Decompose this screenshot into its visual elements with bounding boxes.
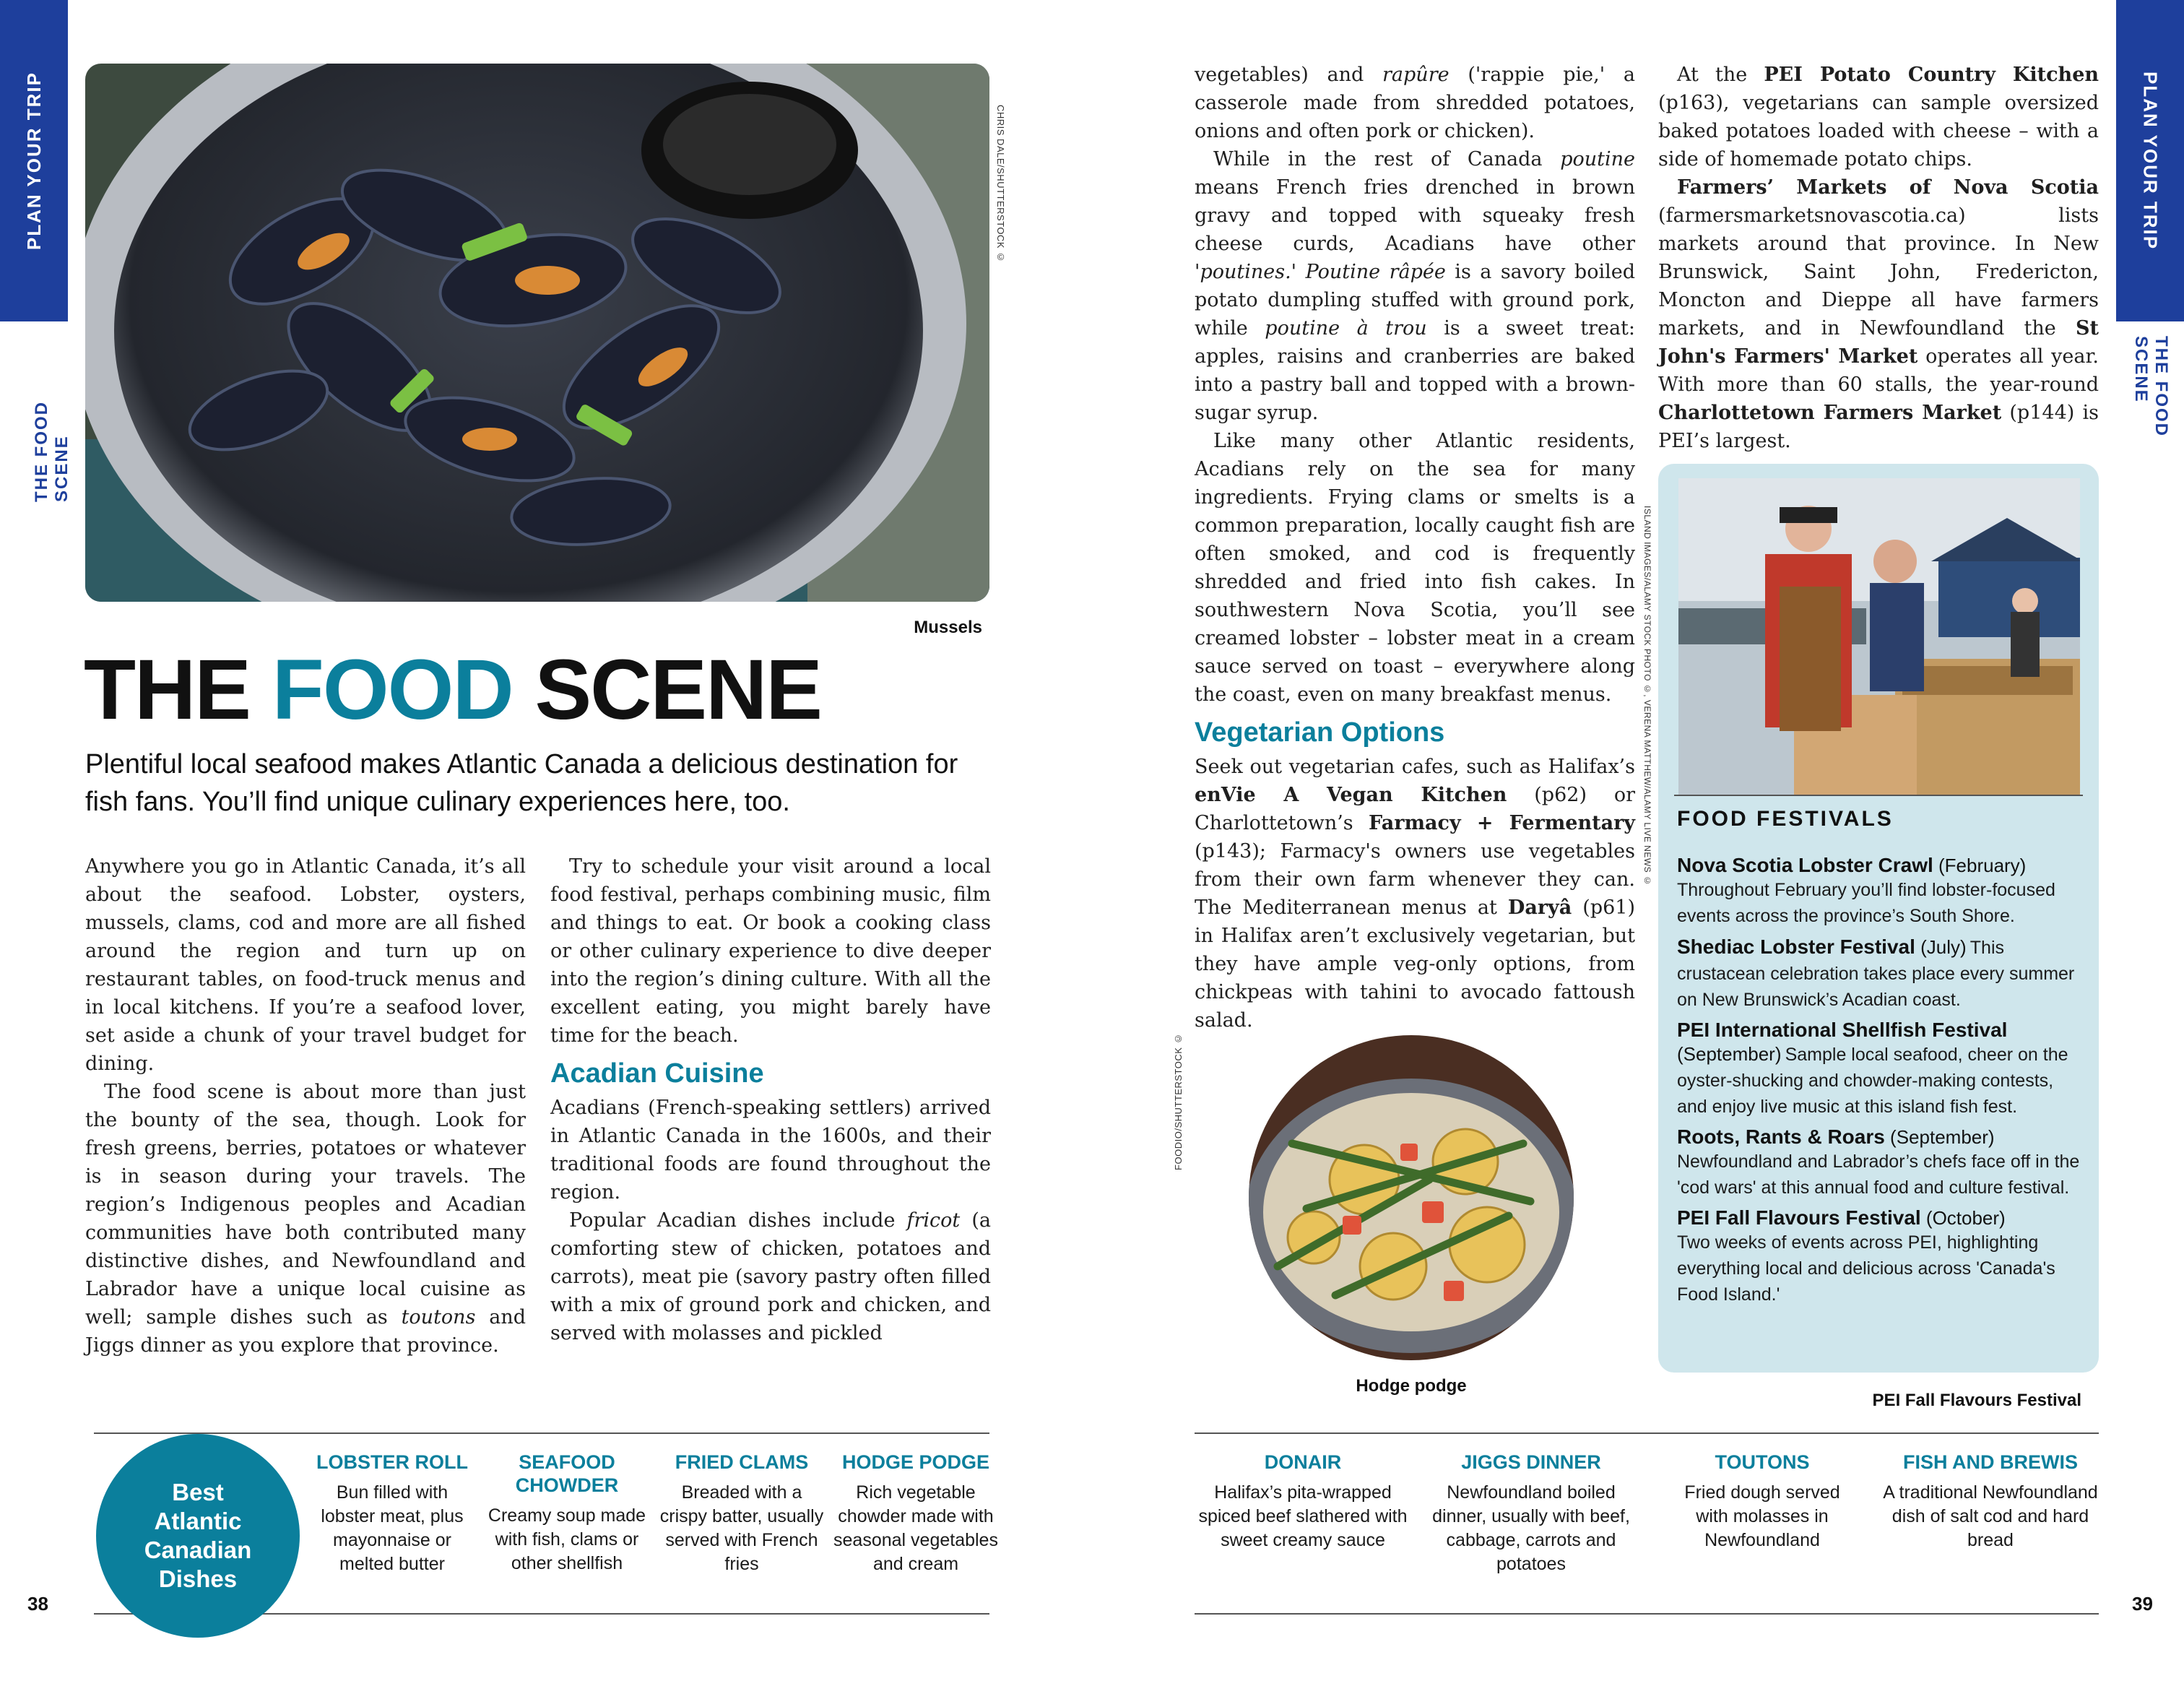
section-tab-label-left: THE FOOD SCENE: [32, 401, 72, 502]
festival-list: [1677, 854, 2081, 1308]
dish-name: TOUTONS: [1715, 1451, 1810, 1473]
dish-item: [829, 1451, 1002, 1576]
festival-box-divider: [1674, 795, 2083, 796]
plan-your-trip-tab: [0, 0, 68, 321]
plan-your-trip-label: PLAN YOUR TRIP: [22, 71, 45, 251]
col1-paragraph-2: The food scene is about more than just the bounty of the sea, though. Look for fresh greens, berries, potatoes or whatever is in season during your travels. The region’s Indigenous peoples and Acadian communities have both contributed many distinctive dishes, and Newfoundland and Labrador have a unique local cuisine as well; sample dishes such as toutons and Jiggs dinner as you explore that province.: [85, 1081, 526, 1357]
mussels-photo-credit: CHRIS DALE/SHUTTERSTOCK ©: [995, 105, 1006, 263]
dish-desc: Bun filled with lobster meat, plus mayonnaise or melted butter: [321, 1482, 464, 1574]
festival-item: [1677, 1206, 2081, 1308]
dish-name: JIGGS DINNER: [1461, 1451, 1601, 1473]
festival-desc: This crustacean celebration takes place every summer on New Brunswick’s Acadian coast.: [1677, 938, 2075, 1010]
col3-paragraph-1: vegetables) and rapûre ('rappie pie,' a casserole made from shredded potatoes, onions and often pork or chicken).: [1195, 64, 1635, 142]
page-number-right: 39: [2132, 1593, 2153, 1615]
dish-desc: Halifax’s pita-wrapped spiced beef slathered with sweet creamy sauce: [1198, 1482, 1408, 1550]
dish-item: [484, 1451, 650, 1576]
best-dishes-badge-label: Best Atlantic Canadian Dishes: [144, 1479, 252, 1592]
dish-name: DONAIR: [1264, 1451, 1342, 1473]
dish-item: [659, 1451, 825, 1576]
festival-month: (February): [1933, 855, 2027, 876]
festival-desc: Newfoundland and Labrador’s chefs face off in the 'cod wars' at this annual food and culture festival.: [1677, 1151, 2080, 1198]
festival-month: (September): [1884, 1126, 1995, 1148]
festival-photo: [1678, 478, 2080, 795]
best-dishes-rule-top-right: [1195, 1432, 2099, 1434]
food-festivals-box: [1658, 464, 2099, 1373]
festival-month: (July): [1915, 936, 1967, 958]
festival-photo-credit: ISLAND IMAGES/ALAMY STOCK PHOTO ©, VERENA MATTHEW/ALAMY LIVE NEWS ©: [1642, 506, 1652, 886]
festival-desc: Sample local seafood, cheer on the oyster-shucking and chowder-making contests, and enjoy live music at this island fish fest.: [1677, 1045, 2068, 1117]
dish-item: [1654, 1451, 1871, 1552]
col2-paragraph-3: Popular Acadian dishes include fricot (a comforting stew of chicken, potatoes and carrots), meat pie (savory pastry often filled with a mix of ground pork and chicken, and served with molasses and pickled: [550, 1209, 991, 1344]
dish-name: FISH AND BREWIS: [1903, 1451, 2078, 1473]
festival-item: [1677, 935, 2081, 1013]
intro-text: Plentiful local seafood makes Atlantic Canada a delicious destination for fish fans. You’ll find unique culinary experiences here, too.: [85, 749, 958, 817]
festival-name: PEI Fall Flavours Festival: [1677, 1206, 1921, 1229]
dish-desc: Rich vegetable chowder made with seasonal vegetables and cream: [833, 1482, 998, 1574]
col2-paragraph-2: Acadians (French-speaking settlers) arrived in Atlantic Canada in the 1600s, and their traditional foods are found throughout the region.: [550, 1097, 991, 1204]
best-dishes-rule-bottom-right: [1195, 1613, 2099, 1615]
dish-item: [1195, 1451, 1411, 1552]
page-number-left: 38: [27, 1593, 48, 1615]
col2-paragraph-1: Try to schedule your visit around a local food festival, perhaps combining music, film and things to eat. Or book a cooking class or other culinary experience to dive deeper into the region’s dining culture. With all the excellent eating, you might barely have time for the beach.: [550, 855, 991, 1047]
title-part-food: FOOD: [272, 642, 513, 738]
col3-paragraph-3: Like many other Atlantic residents, Acadians rely on the sea for many ingredients. Frying clams or smelts is a common preparation, locally caught fish are often smoked, and cod is frequently shredded and fried into fish cakes. In southwestern Nova Scotia, you’ll see creamed lobster – lobster meat in a cream sauce served on toast – everywhere along the coast, even on many breakfast menus.: [1195, 430, 1635, 706]
column-3: [1195, 61, 1635, 1034]
acadian-cuisine-heading: Acadian Cuisine: [550, 1058, 764, 1089]
dish-item: [1882, 1451, 2099, 1552]
festival-name: Roots, Rants & Roars: [1677, 1125, 1885, 1148]
best-dishes-rule-top-left: [94, 1432, 989, 1434]
festival-item: [1677, 1125, 2081, 1201]
festival-name: Nova Scotia Lobster Crawl: [1677, 854, 1933, 876]
col1-paragraph-1: Anywhere you go in Atlantic Canada, it’s all about the seafood. Lobster, oysters, mussels, clams, cod and more are all fished around the region and turn up on restaurant tables, on food-truck menus and in local kitchens. If you’re a seafood lover, set aside a chunk of your travel budget for dining.: [85, 855, 526, 1075]
dish-name: LOBSTER ROLL: [316, 1451, 468, 1473]
festival-name: PEI International Shellfish Festival: [1677, 1019, 2008, 1041]
hodge-podge-caption: Hodge podge: [1356, 1376, 1467, 1396]
dish-desc: A traditional Newfoundland dish of salt cod and hard bread: [1883, 1482, 2098, 1550]
page-title: [84, 639, 821, 740]
festival-desc: Two weeks of events across PEI, highlighting everything local and delicious across 'Canada's Food Island.': [1677, 1232, 2055, 1305]
festival-item: [1677, 1019, 2081, 1120]
title-part-scene: SCENE: [512, 642, 822, 738]
hodge-podge-photo: [1249, 1035, 1574, 1360]
plan-your-trip-label-right: PLAN YOUR TRIP: [2139, 71, 2162, 251]
column-2: [550, 852, 991, 1347]
best-dishes-badge: [96, 1434, 300, 1638]
festival-desc: Throughout February you’ll find lobster-focused events across the province’s South Shore.: [1677, 880, 2055, 926]
food-festivals-heading: FOOD FESTIVALS: [1677, 807, 1894, 831]
festival-name: Shediac Lobster Festival: [1677, 935, 1915, 958]
dish-name: HODGE PODGE: [841, 1451, 990, 1473]
festival-caption: PEI Fall Flavours Festival: [1872, 1391, 2081, 1410]
col4-paragraph-2: Farmers’ Markets of Nova Scotia (farmersmarketsnovascotia.ca) lists markets around that province. In New Brunswick, Saint John, Fredericton, Moncton and Dieppe all have farmers markets, and in Newfoundland the St John's Farmers' Market operates all year. With more than 60 stalls, the year-round Charlottetown Farmers Market (p144) is PEI’s largest.: [1658, 176, 2099, 452]
dish-desc: Breaded with a crispy batter, usually served with French fries: [659, 1482, 824, 1574]
vegetarian-options-heading: Vegetarian Options: [1195, 717, 1445, 748]
col3-paragraph-2: While in the rest of Canada poutine means French fries drenched in brown gravy and topped with squeaky fresh cheese curds, Acadians have other 'poutines.' Poutine râpée is a savory boiled potato dumpling stuffed with ground pork, while poutine à trou is a sweet treat: apples, raisins and cranberries are baked into a pastry ball and topped with a brown-sugar syrup.: [1195, 148, 1635, 424]
col3-paragraph-4: Seek out vegetarian cafes, such as Halifax’s enVie A Vegan Kitchen (p62) or Charlottetown’s Farmacy + Fermentary (p143); Farmacy's owners use vegetables from their own farm whenever they can. The Mediterranean menus at Daryâ (p61) in Halifax aren’t exclusively vegetarian, but they have ample veg-only options, from chickpeas with tahini to avocado fattoush salad.: [1195, 756, 1636, 1032]
festival-month: (September): [1677, 1043, 1782, 1065]
mussels-caption: Mussels: [914, 618, 982, 637]
mussels-photo: [85, 64, 989, 602]
col4-paragraph-1: At the PEI Potato Country Kitchen (p163), vegetarians can sample oversized baked potatoes loaded with cheese – with a side of homemade potato chips.: [1658, 64, 2099, 170]
dish-desc: Fried dough served with molasses in Newfoundland: [1684, 1482, 1840, 1550]
dish-item: [1426, 1451, 1636, 1576]
dish-desc: Creamy soup made with fish, clams or other shellfish: [488, 1505, 646, 1573]
hodge-photo-credit: FOODIO/SHUTTERSTOCK ©: [1173, 1033, 1184, 1170]
dish-item: [309, 1451, 475, 1576]
festival-item: [1677, 854, 2081, 929]
section-tab-label-right: THE FOOD SCENE: [2131, 336, 2171, 437]
column-1: [85, 852, 526, 1360]
dish-desc: Newfoundland boiled dinner, usually with beef, cabbage, carrots and potatoes: [1432, 1482, 1630, 1574]
column-4: [1658, 61, 2099, 455]
plan-your-trip-tab-right: [2116, 0, 2184, 321]
dish-name: FRIED CLAMS: [675, 1451, 809, 1473]
dish-name: SEAFOOD CHOWDER: [515, 1451, 619, 1496]
title-part-the: THE: [84, 642, 272, 738]
festival-month: (October): [1920, 1207, 2006, 1229]
